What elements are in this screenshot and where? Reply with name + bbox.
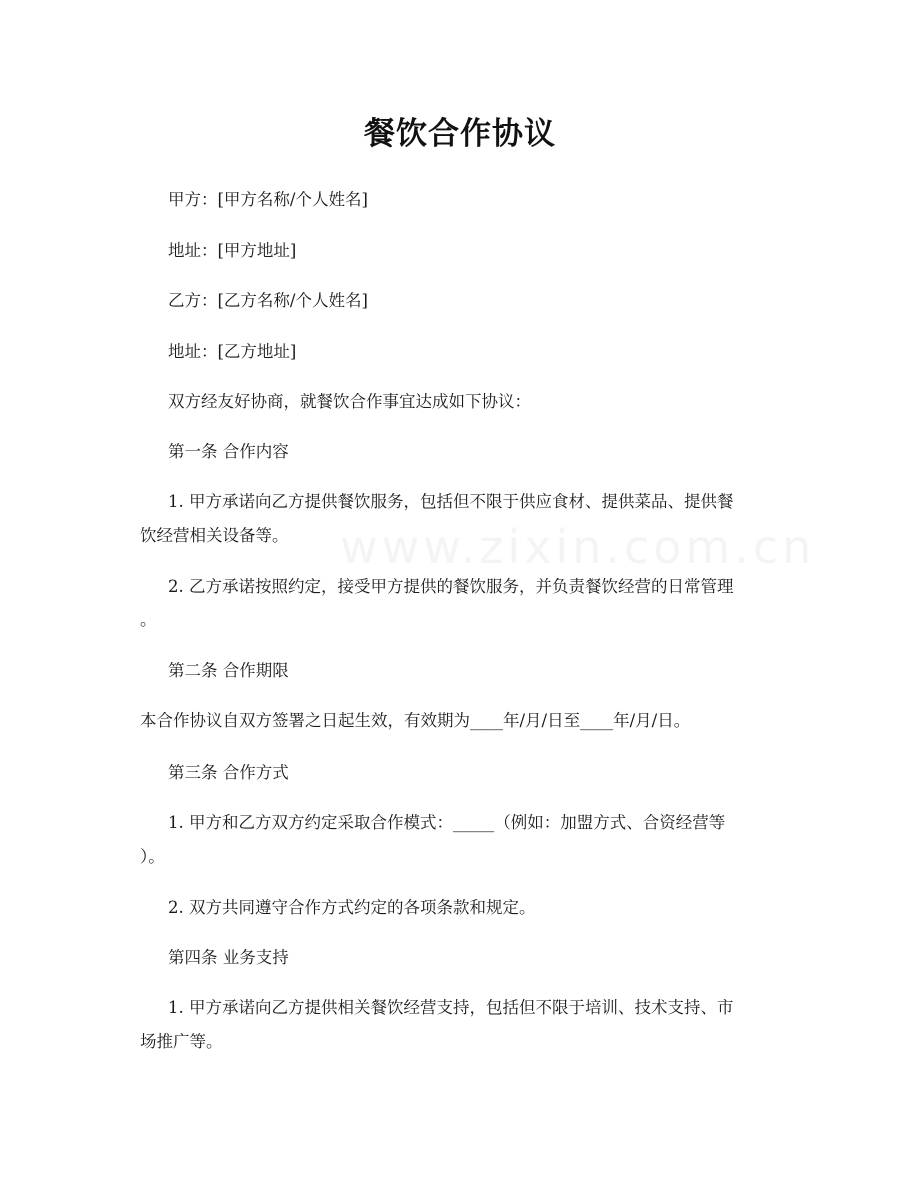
article-4-clause-1-line-1: 1. 甲方承诺向乙方提供相关餐饮经营支持，包括但不限于培训、技术支持、市 — [168, 998, 734, 1017]
article-3-heading: 第三条 合作方式 — [168, 763, 289, 782]
document-title: 餐饮合作协议 — [364, 116, 556, 152]
article-1-heading: 第一条 合作内容 — [168, 442, 289, 461]
preamble: 双方经友好协商，就餐饮合作事宜达成如下协议： — [168, 392, 531, 411]
article-4-heading: 第四条 业务支持 — [168, 948, 289, 967]
watermark: www.zixin.com.cn — [340, 520, 816, 574]
party-b-name: 乙方：[乙方名称/个人姓名] — [168, 291, 368, 310]
article-2-text: 本合作协议自双方签署之日起生效，有效期为____年/月/日至____年/月/日。 — [140, 711, 691, 730]
party-b-address: 地址：[乙方地址] — [168, 342, 297, 361]
article-4-clause-1-line-2: 场推广等。 — [140, 1032, 223, 1051]
article-1-clause-2-line-1: 2. 乙方承诺按照约定，接受甲方提供的餐饮服务，并负责餐饮经营的日常管理 — [168, 577, 734, 596]
article-1-clause-1-line-2: 饮经营相关设备等。 — [140, 526, 289, 545]
party-a-name: 甲方：[甲方名称/个人姓名] — [168, 190, 368, 209]
article-1-clause-1-line-1: 1. 甲方承诺向乙方提供餐饮服务，包括但不限于供应食材、提供菜品、提供餐 — [168, 492, 734, 511]
article-2-heading: 第二条 合作期限 — [168, 661, 289, 680]
article-3-clause-2: 2. 双方共同遵守合作方式约定的各项条款和规定。 — [168, 898, 536, 917]
article-3-clause-1-line-1: 1. 甲方和乙方双方约定采取合作模式：_____（例如：加盟方式、合资经营等 — [168, 813, 726, 832]
article-3-clause-1-line-2: ）。 — [140, 847, 165, 866]
party-a-address: 地址：[甲方地址] — [168, 241, 297, 260]
article-1-clause-2-line-2: 。 — [140, 610, 157, 629]
